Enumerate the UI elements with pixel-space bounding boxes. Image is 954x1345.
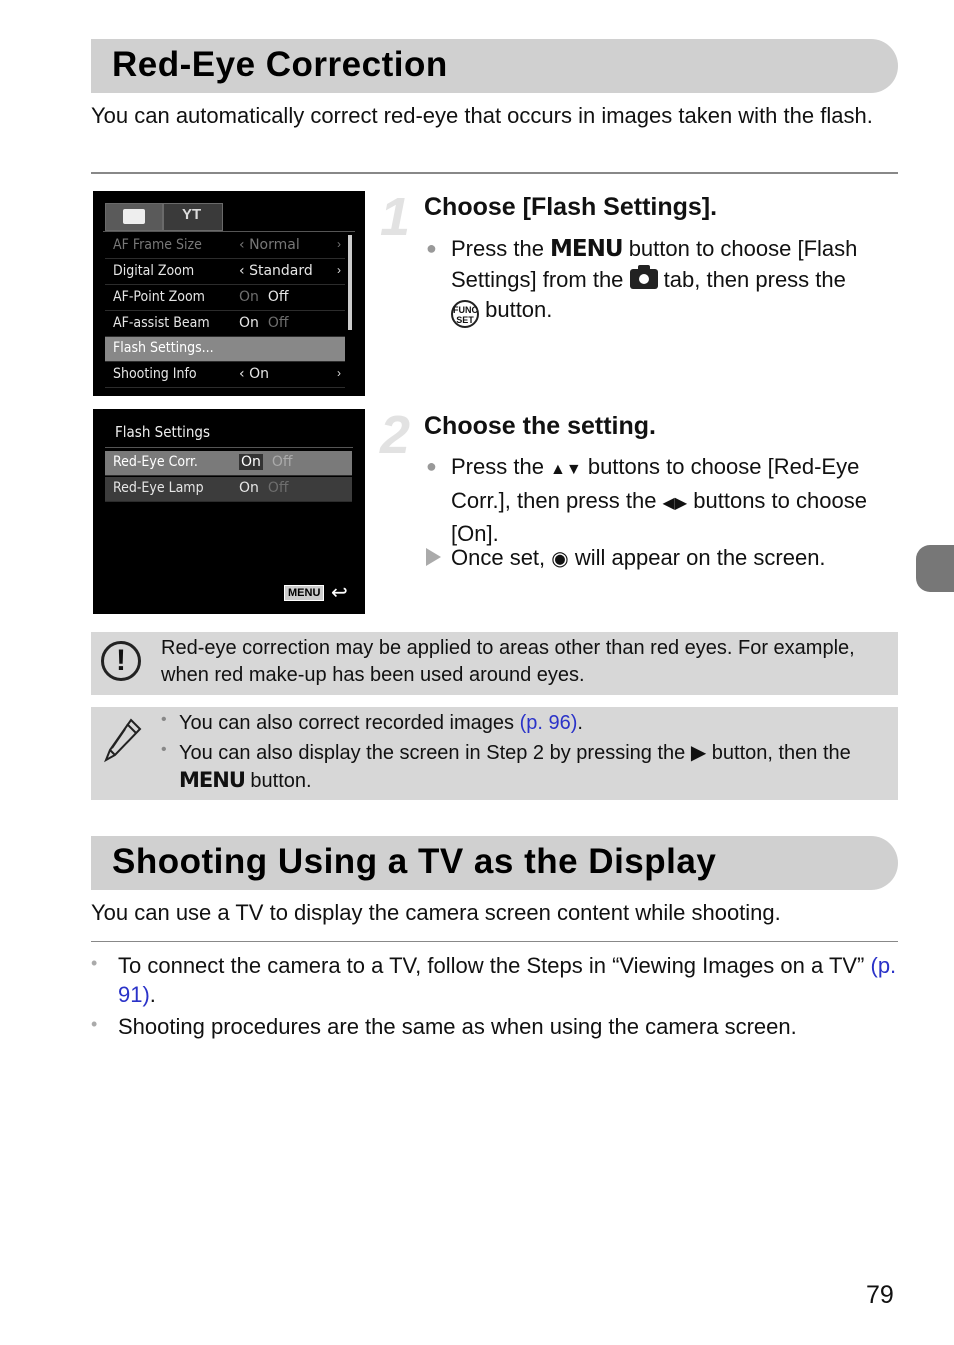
bullet-icon: • xyxy=(91,1014,98,1034)
page-number: 79 xyxy=(866,1281,894,1309)
step-body-2 xyxy=(451,452,896,550)
step-number-1: 1 xyxy=(380,187,411,247)
divider xyxy=(91,172,898,174)
row-label: AF Frame Size xyxy=(113,237,202,253)
row-label: Flash Settings... xyxy=(113,340,214,356)
on-option: On xyxy=(239,480,259,496)
screen-title: Flash Settings xyxy=(115,423,211,441)
caution-icon: ! xyxy=(101,641,141,681)
row-label: Shooting Info xyxy=(113,366,197,382)
tab-divider xyxy=(103,231,355,232)
camera-icon xyxy=(123,209,145,224)
row-value xyxy=(239,289,288,305)
section-title: Red-Eye Correction xyxy=(112,45,448,84)
row-value: ‹ On xyxy=(239,366,269,382)
step-result-2 xyxy=(451,543,896,575)
off-option: Off xyxy=(267,480,289,496)
scrollbar xyxy=(348,235,352,330)
row-label: AF-assist Beam xyxy=(113,315,210,331)
right-arrow-icon: ▶ xyxy=(690,742,707,764)
section-header-tv-display xyxy=(91,836,898,890)
up-down-arrows-icon: ▲▼ xyxy=(550,461,582,478)
row-value: ‹ Standard xyxy=(239,263,313,279)
menu-button-icon: MENU xyxy=(550,236,623,262)
bullet-icon: • xyxy=(91,953,98,973)
camera-menu-screenshot xyxy=(93,191,365,396)
right-arrow-icon: › xyxy=(337,366,341,380)
text: Press the xyxy=(451,236,551,261)
text: button, then the xyxy=(706,742,851,764)
tv-bullet-2: Shooting procedures are the same as when using the camera screen. xyxy=(118,1014,797,1039)
text: Once set, xyxy=(451,545,552,570)
step-title-2: Choose the setting. xyxy=(424,412,656,440)
menu-row-af-assist-beam xyxy=(105,312,345,337)
chapter-tab xyxy=(916,545,954,592)
menu-row-red-eye-lamp xyxy=(105,477,352,502)
text: will appear on the screen. xyxy=(568,545,826,570)
row-value xyxy=(239,454,292,470)
page-link-96[interactable]: (p. 96) xyxy=(519,712,578,734)
red-eye-icon: ◉ xyxy=(551,548,569,570)
text: You can also display the screen in Step 2 by pressing the xyxy=(179,742,691,764)
caution-text: Red-eye correction may be applied to areas other than red eyes. For example, when red make-up has been used around eyes. xyxy=(161,637,855,686)
flash-settings-screenshot xyxy=(93,409,365,614)
text: Press the xyxy=(451,454,551,479)
on-option: On xyxy=(239,289,259,305)
step-body-1 xyxy=(451,234,896,328)
row-value xyxy=(239,315,288,331)
text: . xyxy=(577,712,583,734)
bullet-icon: • xyxy=(161,711,167,728)
menu-row-shooting-info xyxy=(105,363,345,388)
circle-bullet-icon: ● xyxy=(426,456,437,476)
divider xyxy=(91,941,898,942)
row-value-text: Standard xyxy=(249,263,313,279)
memo-item-1 xyxy=(179,710,899,737)
text: button. xyxy=(479,297,553,322)
row-label: Red-Eye Lamp xyxy=(113,480,204,496)
tools-tab xyxy=(163,203,223,231)
step-number-2: 2 xyxy=(380,405,411,465)
off-option: Off xyxy=(267,289,289,305)
title-divider xyxy=(105,447,353,448)
row-label: Red-Eye Corr. xyxy=(113,454,198,470)
text: buttons to choose [On]. xyxy=(451,487,867,546)
menu-row-flash-settings xyxy=(105,337,345,362)
menu-button-icon: MENU xyxy=(179,768,245,792)
tools-icon: YT xyxy=(182,206,202,223)
text: button. xyxy=(244,770,312,792)
right-arrow-icon: › xyxy=(337,263,341,277)
section-intro: You can use a TV to display the camera screen content while shooting. xyxy=(91,900,781,925)
row-label: AF-Point Zoom xyxy=(113,289,205,305)
camera-icon xyxy=(630,269,658,289)
circle-bullet-icon: ● xyxy=(426,238,437,258)
text: To connect the camera to a TV, follow the Steps in “Viewing Images on a TV” xyxy=(118,953,871,978)
section-header-red-eye xyxy=(91,39,898,93)
pencil-icon xyxy=(103,717,143,763)
step-title-1: Choose [Flash Settings]. xyxy=(424,193,718,221)
menu-row-red-eye-corr xyxy=(105,451,352,476)
row-value-text: On xyxy=(249,366,269,382)
section-intro: You can automatically correct red-eye that occurs in images taken with the flash. xyxy=(91,103,873,128)
section-title: Shooting Using a TV as the Display xyxy=(112,842,717,881)
text: button to choose [Flash Settings] from the xyxy=(451,236,858,292)
bullet-icon: • xyxy=(161,741,167,758)
row-value: ‹ Normal xyxy=(239,237,300,253)
menu-row-af-frame-size xyxy=(105,234,345,259)
result-arrow-icon xyxy=(426,548,441,566)
camera-tab xyxy=(105,203,163,231)
left-right-arrows-icon: ◀▶ xyxy=(662,494,688,512)
on-option: On xyxy=(241,454,261,470)
func-set-icon: FUNC SET xyxy=(451,300,479,328)
right-arrow-icon: › xyxy=(337,237,341,251)
page-link-91[interactable]: (p. 91) xyxy=(118,953,897,1007)
menu-icon: MENU xyxy=(284,585,324,601)
text: buttons to choose [Red-Eye Corr.], then press the xyxy=(451,454,860,513)
text: You can also correct recorded images xyxy=(179,712,520,734)
memo-item-2 xyxy=(179,740,891,795)
text: . xyxy=(149,982,156,1007)
menu-row-digital-zoom xyxy=(105,260,345,285)
text: tab, then press the xyxy=(657,266,846,292)
row-value xyxy=(239,480,288,496)
tv-bullet-1 xyxy=(118,951,898,1009)
row-label: Digital Zoom xyxy=(113,263,195,279)
on-option: On xyxy=(239,315,259,331)
menu-row-af-point-zoom xyxy=(105,286,345,311)
row-value-text: Normal xyxy=(249,237,300,253)
off-option: Off xyxy=(271,454,293,470)
back-icon: ↩ xyxy=(331,582,348,604)
off-option: Off xyxy=(267,315,289,331)
